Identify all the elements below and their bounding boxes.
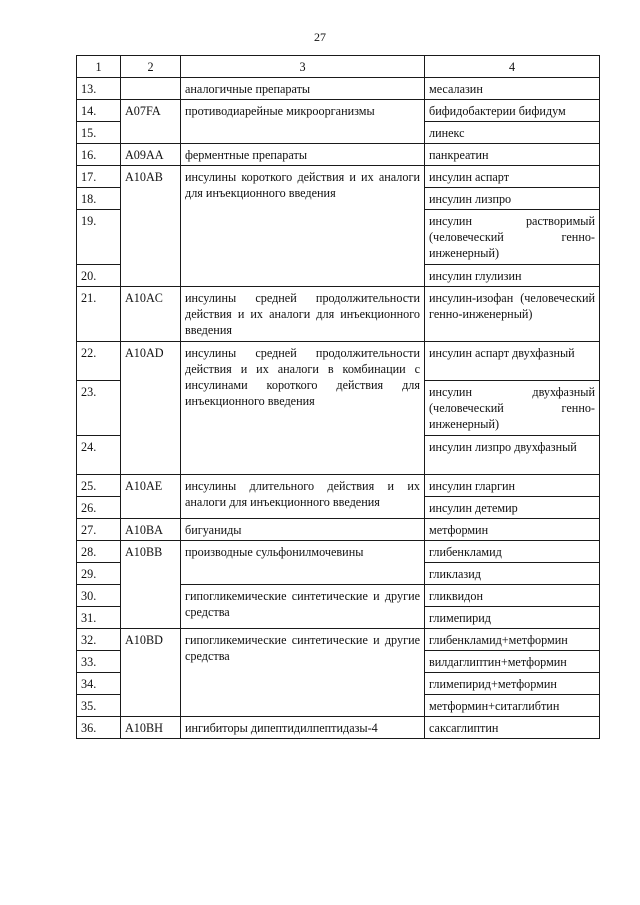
table-row bbox=[77, 629, 600, 651]
row-number: 28. bbox=[77, 541, 121, 563]
table-row bbox=[77, 166, 600, 188]
row-number: 19. bbox=[77, 210, 121, 265]
table-row bbox=[77, 287, 600, 342]
atc-code: A10AE bbox=[121, 475, 181, 519]
drug-name: инсулин лизпро двухфазный bbox=[425, 436, 600, 475]
group-name: гипогликемические синтетические и другие средства bbox=[181, 585, 425, 629]
atc-code: A10BD bbox=[121, 629, 181, 717]
row-number: 26. bbox=[77, 497, 121, 519]
header-cell-2: 2 bbox=[121, 56, 181, 78]
atc-code: A10AC bbox=[121, 287, 181, 342]
drug-name: глимепирид bbox=[425, 607, 600, 629]
row-number: 32. bbox=[77, 629, 121, 651]
drug-name: глибенкламид bbox=[425, 541, 600, 563]
row-number: 15. bbox=[77, 122, 121, 144]
table-row bbox=[77, 78, 600, 100]
row-number: 36. bbox=[77, 717, 121, 739]
row-number: 31. bbox=[77, 607, 121, 629]
page-number: 27 bbox=[314, 30, 326, 44]
drug-name: панкреатин bbox=[425, 144, 600, 166]
group-name: аналогичные препараты bbox=[181, 78, 425, 100]
row-number: 30. bbox=[77, 585, 121, 607]
row-number: 25. bbox=[77, 475, 121, 497]
drug-name: глибенкламид+метформин bbox=[425, 629, 600, 651]
drug-name: метформин+ситаглибтин bbox=[425, 695, 600, 717]
drug-name: инсулин глулизин bbox=[425, 265, 600, 287]
group-name: гипогликемические синтетические и другие средства bbox=[181, 629, 425, 717]
atc-code: A10BB bbox=[121, 541, 181, 629]
row-number: 16. bbox=[77, 144, 121, 166]
row-number: 13. bbox=[77, 78, 121, 100]
row-number: 22. bbox=[77, 342, 121, 381]
row-number: 24. bbox=[77, 436, 121, 475]
table-row bbox=[77, 100, 600, 122]
drug-name: вилдаглиптин+метформин bbox=[425, 651, 600, 673]
table-row bbox=[77, 475, 600, 497]
header-row bbox=[77, 56, 600, 78]
drug-table bbox=[76, 55, 600, 739]
drug-name: инсулин растворимый (человеческий генно-инженерный) bbox=[425, 210, 600, 265]
table-row bbox=[77, 541, 600, 563]
atc-code: A10BH bbox=[121, 717, 181, 739]
row-number: 14. bbox=[77, 100, 121, 122]
drug-name: саксаглиптин bbox=[425, 717, 600, 739]
drug-name: гликвидон bbox=[425, 585, 600, 607]
header-cell-1: 1 bbox=[77, 56, 121, 78]
row-number: 23. bbox=[77, 381, 121, 436]
group-name: ферментные препараты bbox=[181, 144, 425, 166]
drug-name: инсулин детемир bbox=[425, 497, 600, 519]
drug-name: инсулин гларгин bbox=[425, 475, 600, 497]
group-name: инсулины длительного действия и их аналоги для инъекционного введения bbox=[181, 475, 425, 519]
drug-name: инсулин лизпро bbox=[425, 188, 600, 210]
group-name: производные сульфонилмочевины bbox=[181, 541, 425, 585]
group-name: инсулины средней продолжительности действия и их аналоги для инъекционного введения bbox=[181, 287, 425, 342]
atc-code: A10AB bbox=[121, 166, 181, 287]
atc-code: A07FA bbox=[121, 100, 181, 144]
group-name: бигуаниды bbox=[181, 519, 425, 541]
group-name: противодиарейные микроорганизмы bbox=[181, 100, 425, 144]
atc-code: A09AA bbox=[121, 144, 181, 166]
row-number: 27. bbox=[77, 519, 121, 541]
header-cell-4: 4 bbox=[425, 56, 600, 78]
group-name: инсулины средней продолжительности действия и их аналоги в комбинации с инсулинами короткого действия для инъекционного введения bbox=[181, 342, 425, 475]
table-row bbox=[77, 144, 600, 166]
atc-code bbox=[121, 78, 181, 100]
row-number: 17. bbox=[77, 166, 121, 188]
drug-name: инсулин-изофан (человеческий генно-инженерный) bbox=[425, 287, 600, 342]
row-number: 18. bbox=[77, 188, 121, 210]
table-row bbox=[77, 519, 600, 541]
drug-name: глимепирид+метформин bbox=[425, 673, 600, 695]
row-number: 33. bbox=[77, 651, 121, 673]
row-number: 35. bbox=[77, 695, 121, 717]
header-cell-3: 3 bbox=[181, 56, 425, 78]
drug-name: инсулин двухфазный (человеческий генно-инженерный) bbox=[425, 381, 600, 436]
drug-name: метформин bbox=[425, 519, 600, 541]
group-name: инсулины короткого действия и их аналоги для инъекционного введения bbox=[181, 166, 425, 287]
atc-code: A10AD bbox=[121, 342, 181, 475]
drug-name: гликлазид bbox=[425, 563, 600, 585]
drug-name: месалазин bbox=[425, 78, 600, 100]
table-row bbox=[77, 717, 600, 739]
drug-name: линекс bbox=[425, 122, 600, 144]
drug-name: инсулин аспарт двухфазный bbox=[425, 342, 600, 381]
atc-code: A10BA bbox=[121, 519, 181, 541]
row-number: 20. bbox=[77, 265, 121, 287]
table-row bbox=[77, 342, 600, 381]
row-number: 34. bbox=[77, 673, 121, 695]
row-number: 29. bbox=[77, 563, 121, 585]
group-name: ингибиторы дипептидилпептидазы-4 bbox=[181, 717, 425, 739]
drug-name: инсулин аспарт bbox=[425, 166, 600, 188]
row-number: 21. bbox=[77, 287, 121, 342]
drug-name: бифидобактерии бифидум bbox=[425, 100, 600, 122]
